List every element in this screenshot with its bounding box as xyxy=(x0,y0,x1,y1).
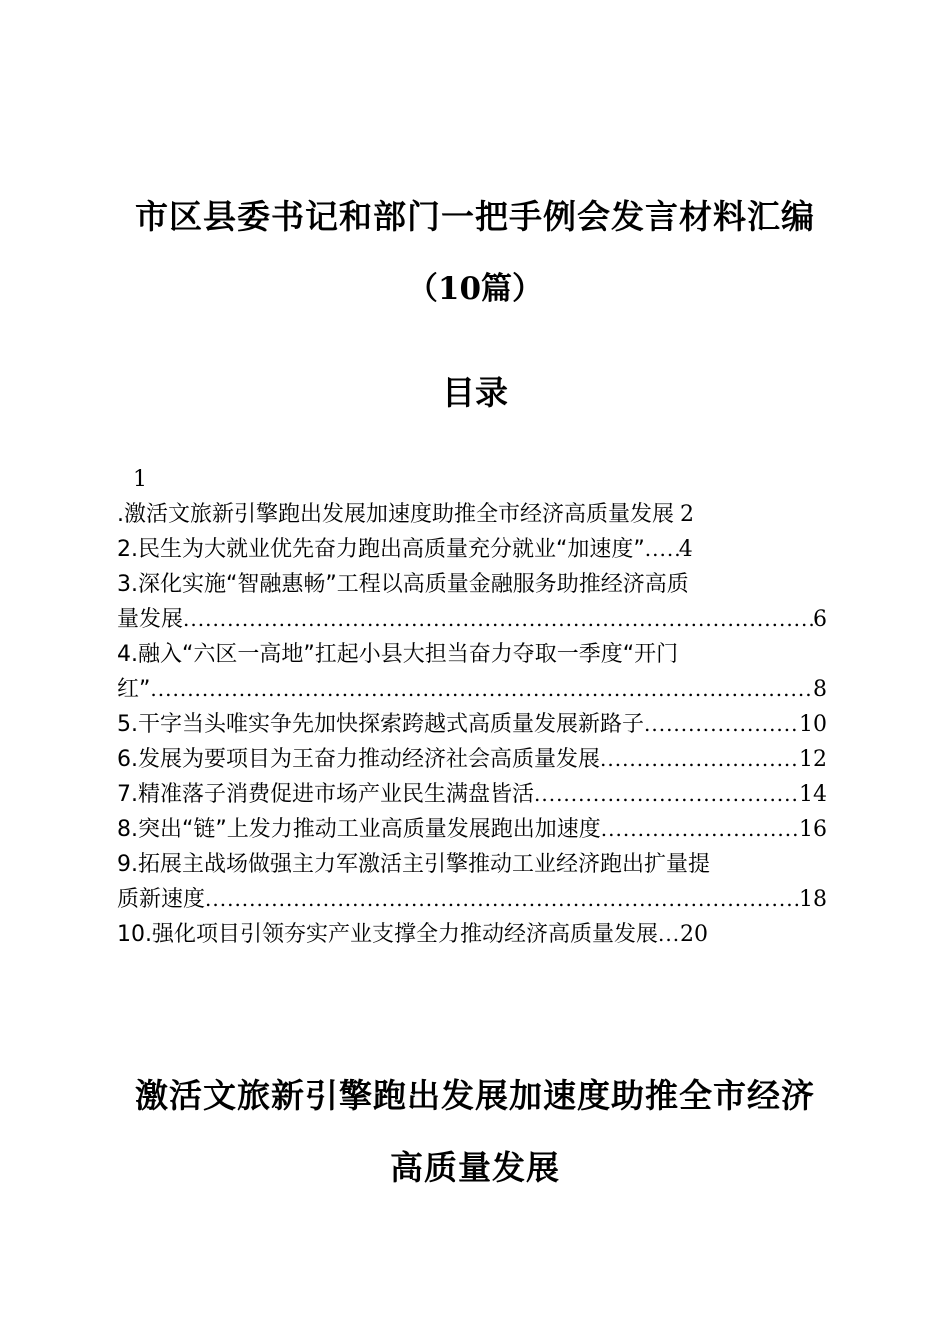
toc-item-7-page: 14 xyxy=(799,782,827,807)
toc-item-7-title: 7.精准落子消费促进市场产业民生满盘皆活 xyxy=(117,782,534,807)
toc-item-4-title-line2: 红” xyxy=(117,677,151,702)
toc-item-9-page: 18 xyxy=(799,887,827,912)
toc-item-10-page: 20 xyxy=(680,922,708,947)
toc-item-3-page: 6 xyxy=(813,607,827,632)
toc-item-10[interactable] xyxy=(117,917,827,952)
table-of-contents xyxy=(117,462,827,952)
toc-item-10-leader xyxy=(658,917,680,952)
toc-item-6-page: 12 xyxy=(799,747,827,772)
toc-item-8[interactable] xyxy=(117,812,827,847)
toc-item-4-title-line1[interactable]: 4.融入“六区一高地”扛起小县大担当奋力夺取一季度“开门 xyxy=(117,642,679,667)
toc-item-5[interactable] xyxy=(117,707,827,742)
toc-item-3[interactable] xyxy=(117,602,827,637)
toc-item-6-title: 6.发展为要项目为王奋力推动经济社会高质量发展 xyxy=(117,747,600,772)
toc-heading: 目录 xyxy=(442,373,508,412)
toc-item-9-title-line2: 质新速度 xyxy=(117,887,206,912)
toc-item-5-page: 10 xyxy=(799,712,827,737)
toc-item-1-page: 2 xyxy=(680,502,694,527)
section-heading xyxy=(0,1060,950,1204)
toc-item-8-title: 8.突出“链”上发力推动工业高质量发展跑出加速度 xyxy=(117,817,601,842)
toc-item-3-title-line2: 量发展 xyxy=(117,607,184,632)
section-heading-line2: 高质量发展 xyxy=(390,1148,560,1187)
document-title: 市区县委书记和部门一把手例会发言材料汇编 xyxy=(135,197,815,236)
toc-item-1-number: 1 xyxy=(133,467,147,492)
toc-item-2[interactable] xyxy=(117,532,827,567)
toc-item-6-leader xyxy=(600,742,799,777)
toc-item-4-page: 8 xyxy=(813,677,827,702)
toc-item-9[interactable] xyxy=(117,882,827,917)
toc-item-1-title: .激活文旅新引擎跑出发展加速度助推全市经济高质量发展 xyxy=(117,502,674,527)
toc-item-5-leader xyxy=(644,707,799,742)
toc-item-2-page: 4 xyxy=(678,537,693,562)
toc-item-9-title-line1[interactable]: 9.拓展主战场做强主力军激活主引擎推动工业经济跑出扩量提 xyxy=(117,852,710,877)
toc-item-7[interactable] xyxy=(117,777,827,812)
toc-item-3-title-line1[interactable]: 3.深化实施“智融惠畅”工程以高质量金融服务助推经济高质 xyxy=(117,572,689,597)
toc-item-5-title: 5.干字当头唯实争先加快探索跨越式高质量发展新路子 xyxy=(117,712,644,737)
toc-item-4-leader xyxy=(150,672,813,707)
toc-item-3-leader xyxy=(183,602,813,637)
toc-item-8-leader xyxy=(601,812,799,847)
toc-item-4[interactable] xyxy=(117,672,827,707)
toc-item-2-title: 2.民生为大就业优先奋力跑出高质量充分就业“加速度” xyxy=(117,537,645,562)
toc-item-6[interactable] xyxy=(117,742,827,777)
toc-item-7-leader xyxy=(534,777,799,812)
section-heading-line1: 激活文旅新引擎跑出发展加速度助推全市经济 xyxy=(135,1076,815,1115)
toc-item-10-title: 10.强化项目引领夯实产业支撑全力推动经济高质量发展 xyxy=(117,922,658,947)
toc-item-9-leader xyxy=(205,882,799,917)
document-subtitle: （10篇） xyxy=(406,271,544,307)
toc-item-8-page: 16 xyxy=(799,817,827,842)
toc-item-2-leader xyxy=(645,532,679,567)
toc-item-1[interactable] xyxy=(117,497,827,532)
